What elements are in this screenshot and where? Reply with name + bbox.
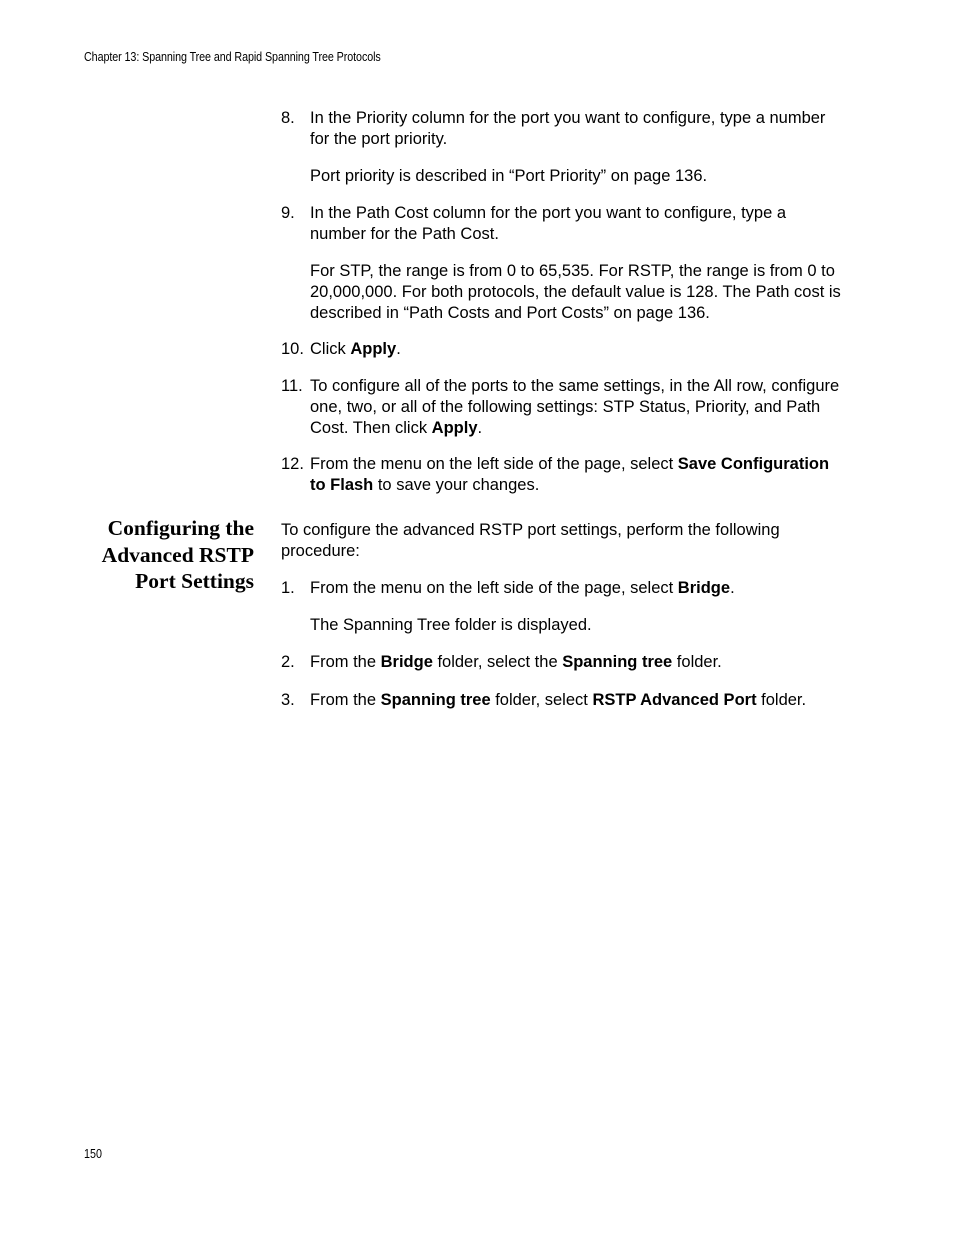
ui-term: Apply (350, 340, 397, 358)
step-number: 1. (281, 579, 295, 597)
step-text: From the menu on the left side of the page, select Save Configuration to Flash to save your changes. (310, 455, 830, 494)
step-9-note: For STP, the range is from 0 to 65,535. For RSTP, the range is from 0 to 20,000,000. For both protocols, the default value is 128. The Path cost is described in “Path Costs and Port Costs” on page 136. (310, 262, 841, 322)
ui-term: Apply (431, 419, 478, 437)
step-text: In the Path Cost column for the port you want to configure, type a number for the Path Cost. (310, 204, 787, 243)
step-text: From the Spanning tree folder, select RSTP Advanced Port folder. (310, 691, 807, 709)
step-number: 3. (281, 691, 295, 709)
step-8-note: Port priority is described in “Port Priority” on page 136. (310, 167, 708, 185)
step-text: To configure all of the ports to the same settings, in the All row, configure one, two, or all of the following settings: STP Status, Priority, and Path Cost. Then click Apply. (310, 377, 840, 437)
ui-term: Bridge (677, 579, 731, 597)
step-9 (281, 203, 846, 245)
ui-term: Spanning tree (562, 653, 673, 671)
section-step-1-note: The Spanning Tree folder is displayed. (310, 616, 592, 634)
section-step-1 (281, 578, 846, 599)
step-8 (281, 108, 846, 150)
step-number: 11. (281, 377, 303, 395)
step-number: 12. (281, 455, 304, 473)
step-10 (281, 339, 846, 360)
page-number: 150 (84, 1147, 102, 1161)
step-text: From the Bridge folder, select the Spanning tree folder. (310, 653, 722, 671)
step-text: Click Apply. (310, 340, 401, 358)
running-head: Chapter 13: Spanning Tree and Rapid Spanning Tree Protocols (84, 50, 381, 64)
section-heading: Configuring the Advanced RSTP Port Settings (101, 516, 254, 593)
step-number: 9. (281, 204, 295, 222)
step-number: 2. (281, 653, 295, 671)
ui-term: Bridge (380, 653, 433, 671)
ui-term: Spanning tree (380, 691, 491, 709)
step-11 (281, 376, 846, 439)
step-text: From the menu on the left side of the page, select Bridge. (310, 579, 735, 597)
section-step-2 (281, 652, 846, 673)
section-intro: To configure the advanced RSTP port settings, perform the following procedure: (281, 521, 780, 560)
step-number: 10. (281, 340, 304, 358)
step-number: 8. (281, 109, 295, 127)
ui-term: RSTP Advanced Port (592, 691, 757, 709)
step-text: In the Priority column for the port you want to configure, type a number for the port priority. (310, 109, 826, 148)
ui-term: Save Configuration to Flash (310, 455, 830, 494)
section-step-3 (281, 690, 846, 711)
step-12 (281, 454, 846, 496)
